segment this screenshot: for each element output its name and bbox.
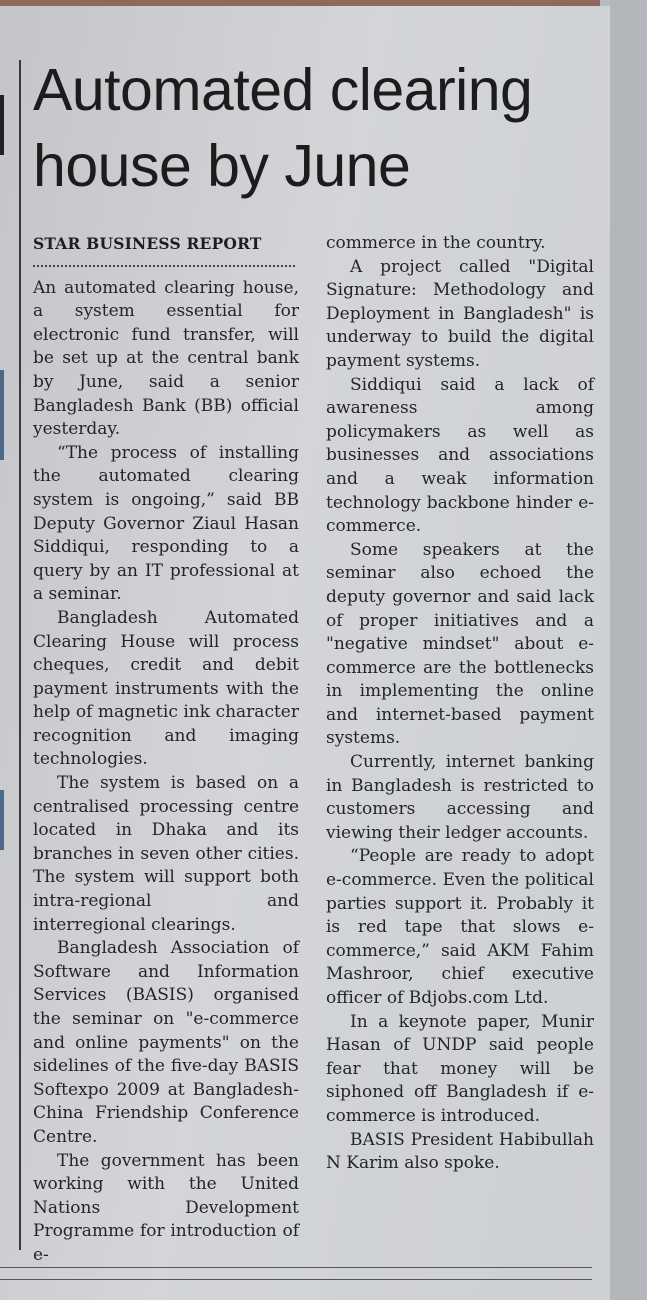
paragraph: Currently, internet banking in Bangladesh is restricted to customers accessing and viewing their ledger accounts. — [326, 752, 594, 843]
headline: Automated clearing house by June — [33, 57, 533, 199]
bottom-rule — [0, 1267, 592, 1268]
background-edge — [610, 0, 647, 1300]
paragraph: The government has been working with the United Nations Development Programme for introduction of e- — [33, 1150, 299, 1265]
byline: STAR BUSINESS REPORT — [33, 234, 262, 253]
adjacent-column-mark — [0, 95, 4, 155]
paragraph-continuation: commerce in the country. — [326, 233, 546, 253]
adjacent-column-mark — [0, 790, 4, 850]
paragraph: Bangladesh Automated Clearing House will process cheques, credit and debit payment instruments with the help of magnetic ink character recognition and imaging technologies. — [33, 607, 299, 770]
column-rule — [19, 60, 21, 1250]
paragraph: An automated clearing house, a system essential for electronic fund transfer, will be set up at the central bank by June, said a senior Bangladesh Bank (BB) official yesterday. — [33, 277, 299, 440]
article-column-left — [33, 232, 299, 1268]
dotted-divider — [33, 265, 295, 267]
paragraph: Bangladesh Association of Software and Information Services (BASIS) organised the seminar on "e-commerce and online payments" on the sidelines of the five-day BASIS Softexpo 2009 at Bangladesh-China Friendship Conference Centre. — [33, 938, 299, 1147]
paragraph: A project called "Digital Signature: Methodology and Deployment in Bangladesh" is underway to build the digital payment systems. — [326, 256, 594, 371]
paragraph: Some speakers at the seminar also echoed the deputy governor and said lack of proper initiatives and a "negative mindset" about e-commerce are the bottlenecks in implementing the online and internet-based payment systems. — [326, 539, 594, 749]
paragraph: In a keynote paper, Munir Hasan of UNDP said people fear that money will be siphoned off Bangladesh if e-commerce is introduced. — [326, 1011, 594, 1126]
bottom-rule — [0, 1279, 592, 1280]
adjacent-column-mark — [0, 370, 4, 460]
article-column-right — [326, 232, 594, 1176]
paragraph: The system is based on a centralised processing centre located in Dhaka and its branches in seven other cities. The system will support both intra-regional and interregional clearings. — [33, 773, 299, 935]
paragraph: Siddiqui said a lack of awareness among policymakers as well as businesses and associations and a weak information technology backbone hinder e-commerce. — [326, 374, 594, 537]
paragraph: BASIS President Habibullah N Karim also spoke. — [326, 1129, 594, 1174]
paragraph: “People are ready to adopt e-commerce. Even the political parties support it. Probably it is red tape that slows e-commerce,” said AKM Fahim Mashroor, chief executive officer of Bdjobs.com Ltd. — [326, 846, 594, 1008]
paragraph: “The process of installing the automated clearing system is ongoing,” said BB Deputy Governor Ziaul Hasan Siddiqui, responding to a query by an IT professional at a seminar. — [33, 442, 299, 605]
